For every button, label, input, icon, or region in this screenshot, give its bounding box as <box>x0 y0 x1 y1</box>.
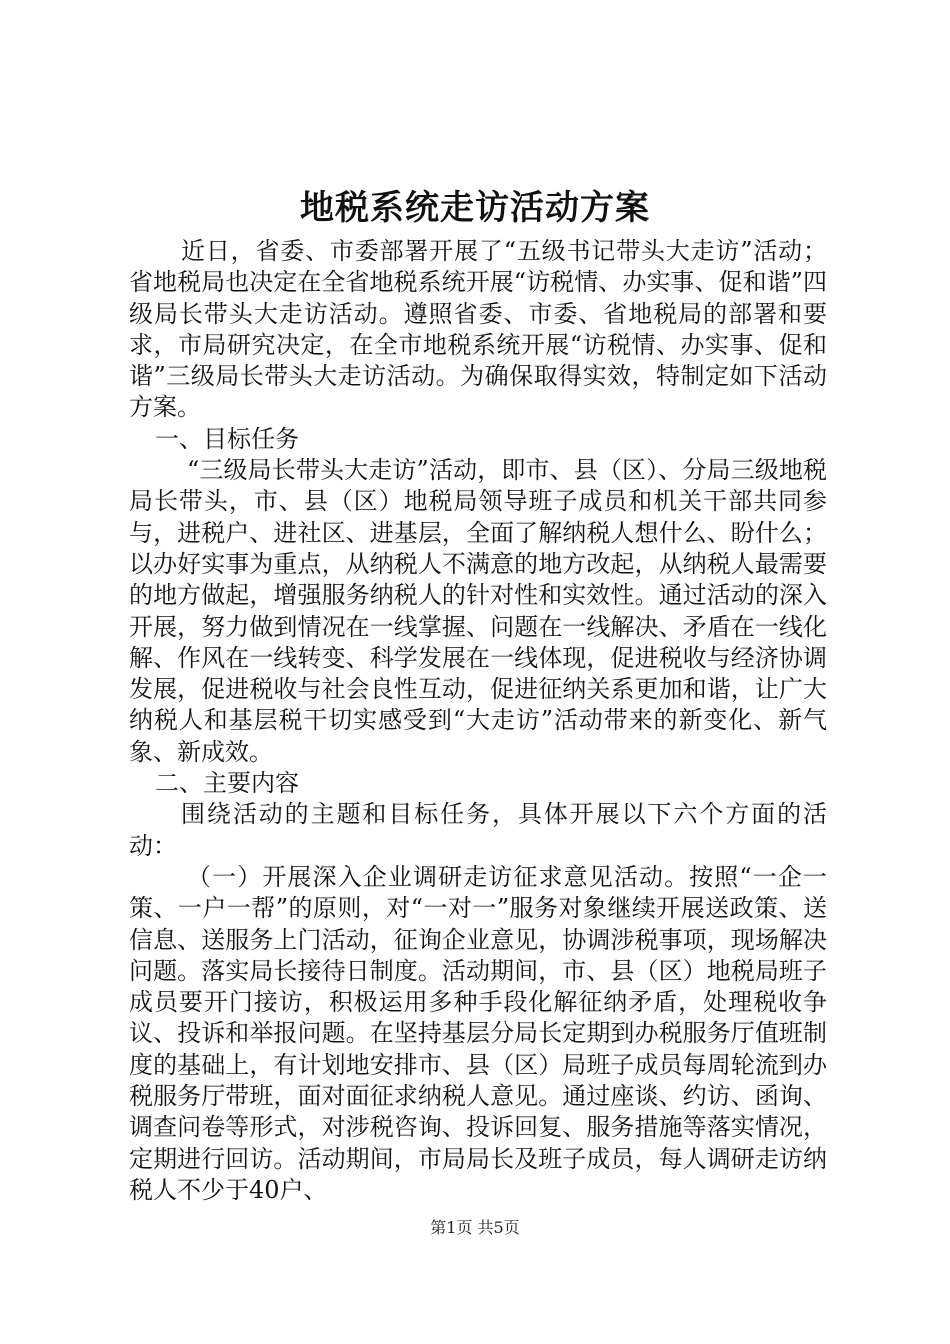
item-one-paragraph: （一）开展深入企业调研走访征求意见活动。按照“一企一策、一户一帮”的原则，对“一对一”服务对象继续开展送政策、送信息、送服务上门活动，征询企业意见，协调涉税事项，现场解决问题。落实局长接待日制度。活动期间，市、县（区）地税局班子成员要开门接访，积极运用多种手段化解征纳矛盾，处理税收争议、投诉和举报问题。在坚持基层分局长定期到办税服务厅值班制度的基础上，有计划地安排市、县（区）局班子成员每周轮流到办税服务厅带班，面对面征求纳税人意见。通过座谈、约访、函询、调查问卷等形式，对涉税咨询、投诉回复、服务措施等落实情况，定期进行回访。活动期间，市局局长及班子成员，每人调研走访纳税人不少于40户、 <box>129 862 827 1204</box>
page-title: 地税系统走访活动方案 <box>300 188 650 228</box>
content-intro-paragraph: 围绕活动的主题和目标任务，具体开展以下六个方面的活动： <box>129 800 827 860</box>
document-body <box>129 236 827 1206</box>
page-number: 第1页 共5页 <box>430 1218 520 1237</box>
section-heading-content: 二、主要内容 <box>155 769 299 798</box>
intro-paragraph: 近日，省委、市委部署开展了“五级书记带头大走访”活动；省地税局也决定在全省地税系统开展“访税情、办实事、促和谐”四级局长带头大走访活动。遵照省委、市委、省地税局的部署和要求，市局研究决定，在全市地税系统开展“访税情、办实事、促和谐”三级局长带头大走访活动。为确保取得实效，特制定如下活动方案。 <box>129 237 827 422</box>
goals-paragraph: “三级局长带头大走访”活动，即市、县（区）、分局三级地税局长带头，市、县（区）地税局领导班子成员和机关干部共同参与，进税户、进社区、进基层，全面了解纳税人想什么、盼什么；以办好实事为重点，从纳税人不满意的地方改起，从纳税人最需要的地方做起，增强服务纳税人的针对性和实效性。通过活动的深入开展，努力做到情况在一线掌握、问题在一线解决、矛盾在一线化解、作风在一线转变、科学发展在一线体现，促进税收与经济协调发展，促进税收与社会良性互动，促进征纳关系更加和谐，让广大纳税人和基层税干切实感受到“大走访”活动带来的新变化、新气象、新成效。 <box>129 456 827 766</box>
section-heading-goals: 一、目标任务 <box>155 424 299 453</box>
